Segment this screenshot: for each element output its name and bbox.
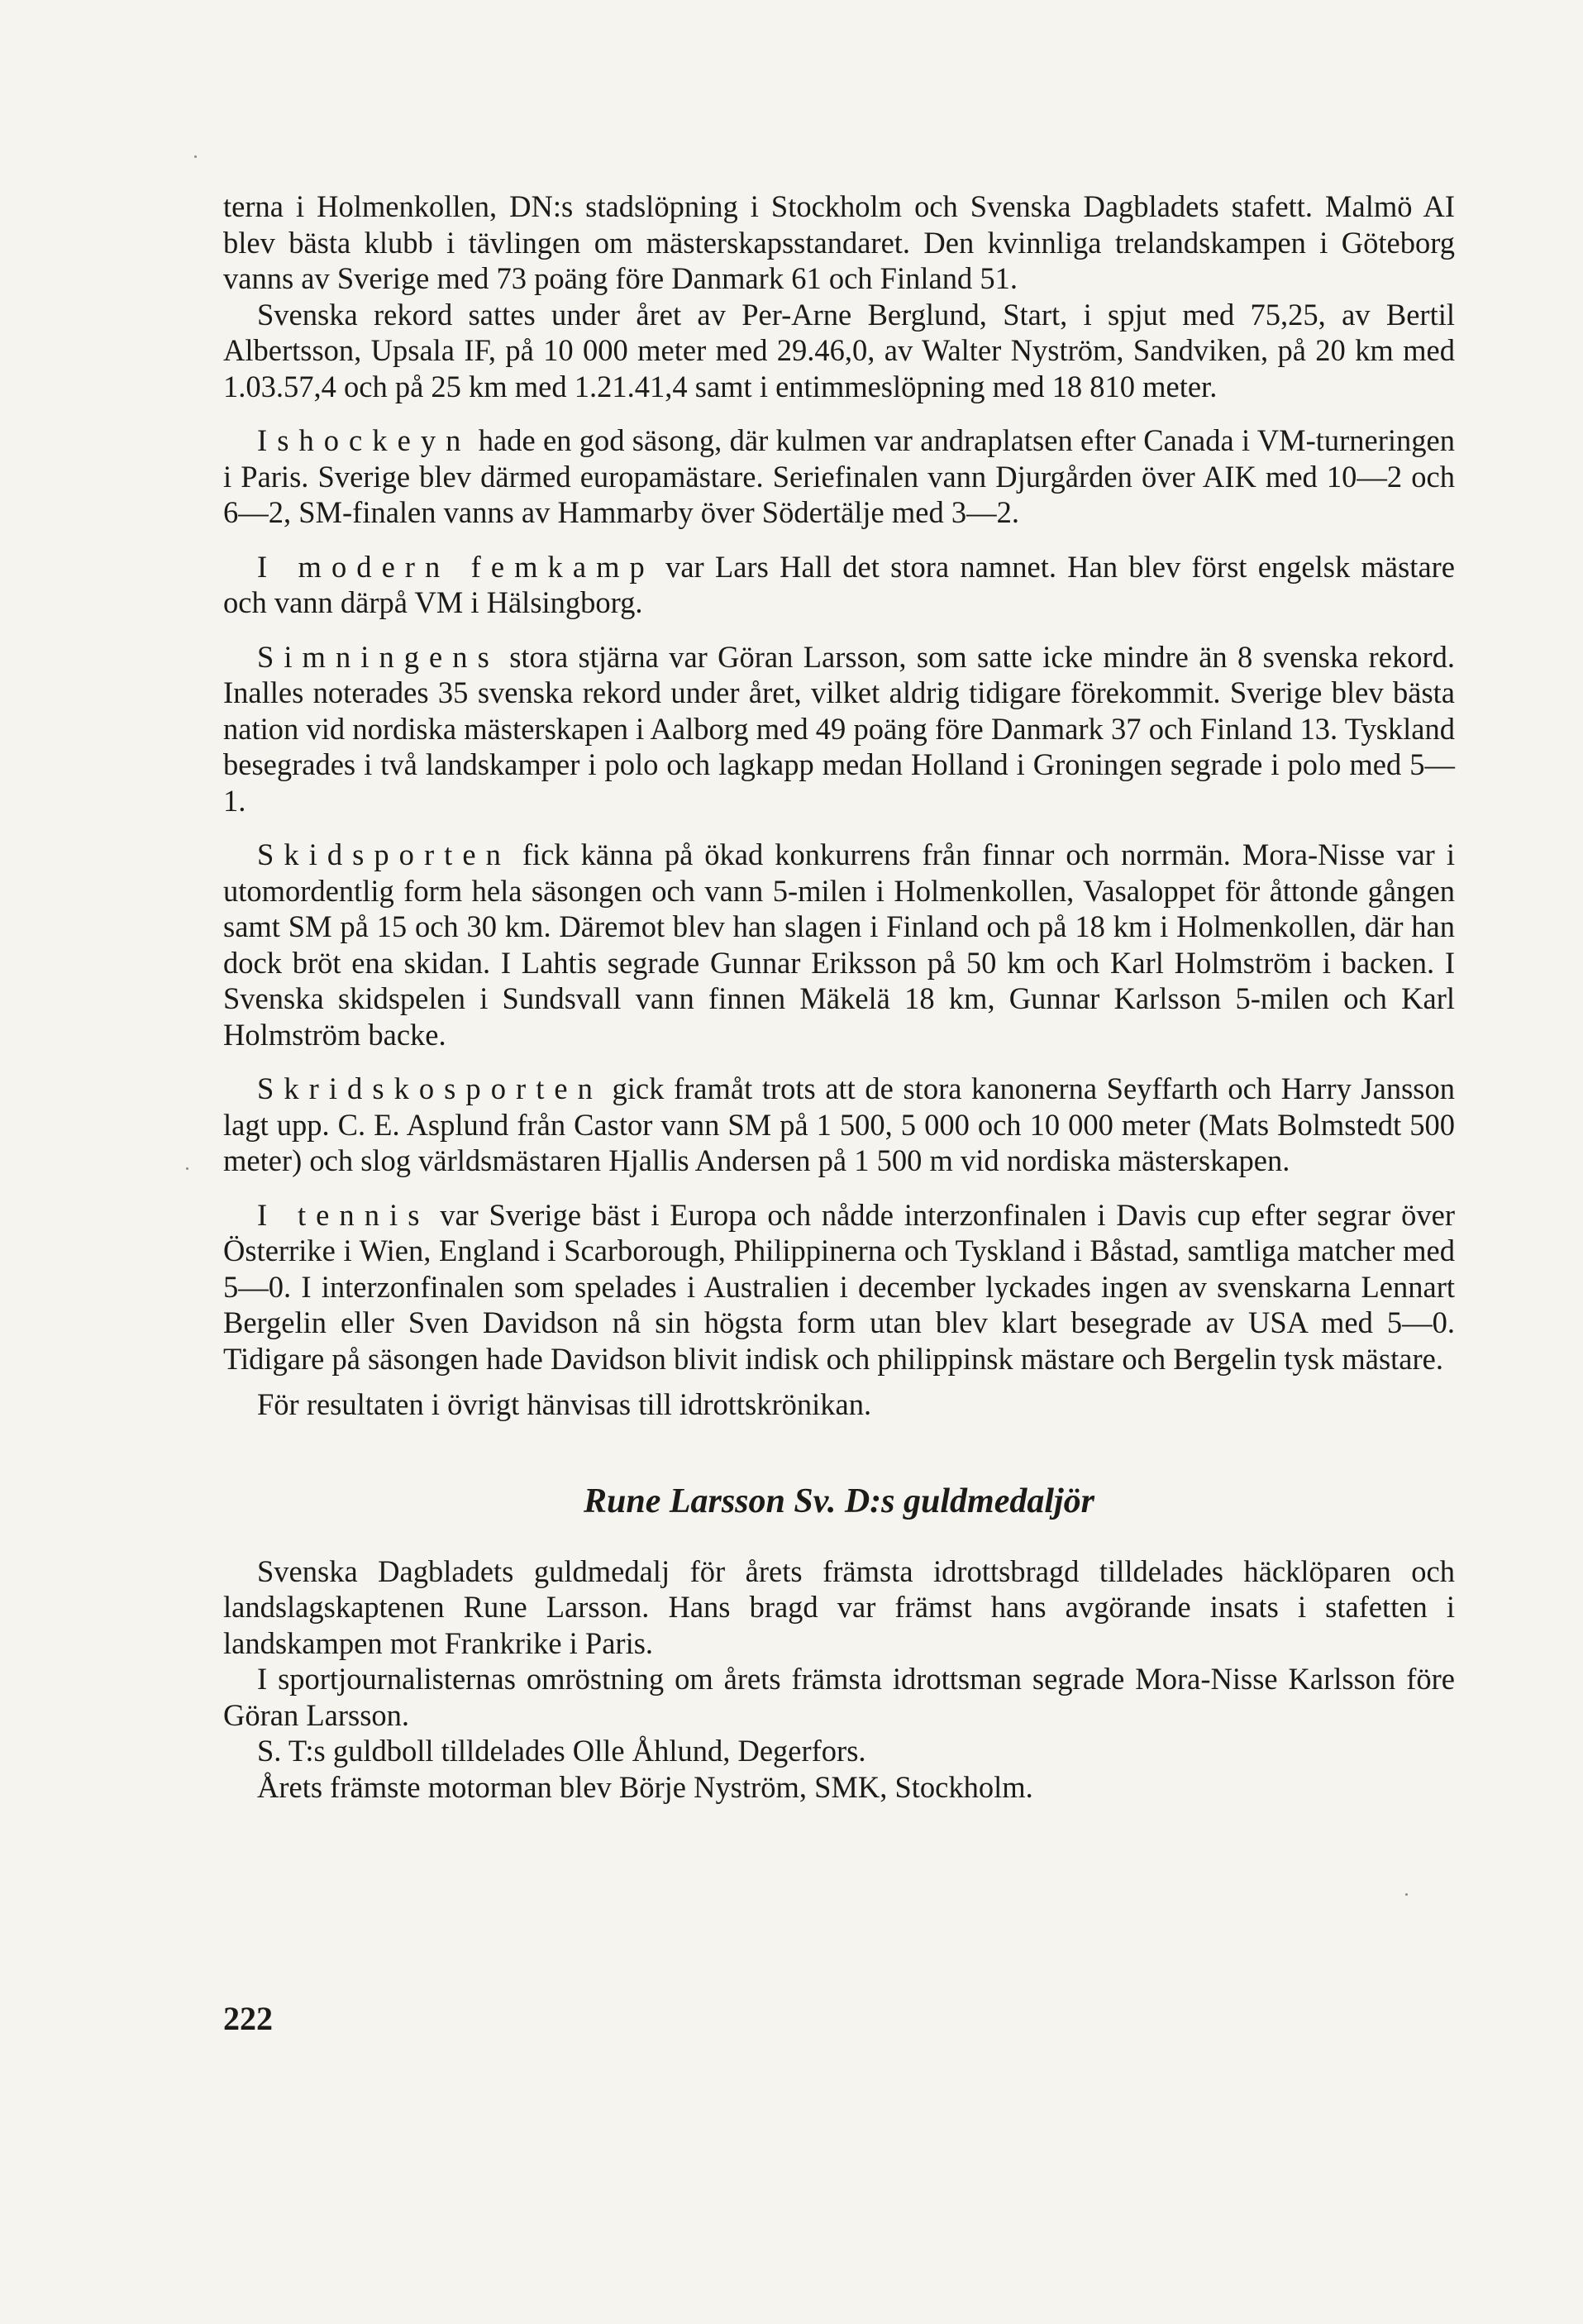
paragraph-text: I sportjournalisternas omröstning om årets främsta idrottsman segrade Mora-Nisse Karlsson före Göran Larsson. bbox=[223, 1662, 1455, 1732]
paragraph-text: För resultaten i övrigt hänvisas till idrottskrönikan. bbox=[257, 1387, 872, 1421]
paragraph-text: Årets främste motorman blev Börje Nyström, SMK, Stockholm. bbox=[257, 1769, 1033, 1804]
sport-keyword: I tennis bbox=[257, 1197, 430, 1232]
paragraph-text: fick känna på ökad konkurrens från finnar och norrmän. Mora-Nisse var i utomordentlig form hela säsongen och vann 5-milen i Holmenkollen, Vasaloppet för åttonde gången samt SM på 15 och 30 km. Däremot blev han slagen i Finland och på 18 km i Holmenkollen, där han dock bröt ena skidan. I Lahtis segrade Gunnar Eriksson på 50 km och Karl Holmström i backen. I Svenska skidspelen i Sundsvall vann finnen Mäkelä 18 km, Gunnar Karlsson 5-milen och Karl Holmström backe. bbox=[223, 837, 1455, 1052]
paper-speck bbox=[194, 155, 197, 158]
paragraph-results-reference bbox=[223, 1386, 1455, 1423]
sport-keyword: Skridskosporten bbox=[257, 1071, 603, 1105]
paragraph-text: Svenska rekord sattes under året av Per-Arne Berglund, Start, i spjut med 75,25, av Bertil Albertsson, Upsala IF, på 10 000 meter med 29.46,0, av Walter Nyström, Sandviken, på 20 km med 1.03.57,4 och på 25 km med 1.21.41,4 samt i entimmeslöpning med 18 810 meter. bbox=[223, 297, 1455, 403]
paragraph-ice-hockey bbox=[223, 422, 1455, 531]
sport-keyword: Skidsporten bbox=[257, 837, 511, 871]
paragraph-tennis bbox=[223, 1197, 1455, 1377]
sport-keyword: Ishockeyn bbox=[257, 423, 471, 457]
paragraph-text: stora stjärna var Göran Larsson, som satte icke mindre än 8 svenska rekord. Inalles noterades 35 svenska rekord under året, vilket aldrig tidigare förekommit. Sverige blev bästa nation vid nordiska mästerskapen i Aalborg med 49 poäng före Danmark 37 och Finland 13. Tyskland besegrades i två landskamper i polo och lagkapp medan Holland i Groningen segrade i polo med 5—1. bbox=[223, 639, 1455, 818]
sport-keyword: Simningens bbox=[257, 639, 499, 674]
paragraph-motorman bbox=[223, 1769, 1455, 1806]
paragraph-swimming bbox=[223, 639, 1455, 819]
page-number: 222 bbox=[223, 2000, 273, 2037]
article-body bbox=[223, 188, 1455, 1805]
sport-keyword: I modern femkamp bbox=[257, 549, 655, 584]
paper-speck bbox=[1405, 1893, 1408, 1896]
paragraph-golden-ball bbox=[223, 1733, 1455, 1769]
paragraph-text: var Sverige bäst i Europa och nådde interzonfinalen i Davis cup efter segrar över Österrike i Wien, England i Scarborough, Philippinerna och Tyskland i Båstad, samtliga matcher med 5—0. I interzonfinalen som spelades i Australien i december lyckades ingen av svenskarna Lennart Bergelin eller Sven Davidson nå sin högsta form utan blev klart besegrade av USA med 5—0. Tidigare på säsongen hade Davidson blivit indisk och philippinsk mästare och Bergelin tysk mästare. bbox=[223, 1197, 1455, 1376]
paragraph-swedish-records bbox=[223, 297, 1455, 405]
paragraph-speed-skating bbox=[223, 1071, 1455, 1179]
paragraph-modern-pentathlon bbox=[223, 549, 1455, 621]
paragraph-athletics-continued bbox=[223, 188, 1455, 297]
paragraph-text: Svenska Dagbladets guldmedalj för årets främsta idrottsbragd tilldelades häcklöparen och landslagskaptenen Rune Larsson. Hans bragd var främst hans avgörande insats i stafetten i landskampen mot Frankrike i Paris. bbox=[223, 1553, 1455, 1660]
paragraph-text: hade en god säsong, där kulmen var andraplatsen efter Canada i VM-turneringen i Paris. Sverige blev därmed europamästare. Seriefinalen vann Djurgården över AIK med 10—2 och 6—2, SM-finalen vanns av Hammarby över Södertälje med 3—2. bbox=[223, 423, 1455, 529]
paragraph-text: S. T:s guldboll tilldelades Olle Åhlund, Degerfors. bbox=[257, 1734, 866, 1768]
paragraph-text: var Lars Hall det stora namnet. Han blev först engelsk mästare och vann därpå VM i Hälsingborg. bbox=[223, 549, 1455, 619]
paragraph-sportsman-vote bbox=[223, 1661, 1455, 1733]
paragraph-text: gick framåt trots att de stora kanonerna Seyffarth och Harry Jansson lagt upp. C. E. Asplund från Castor vann SM på 1 500, 5 000 och 10 000 meter (Mats Bolmstedt 500 meter) och slog världsmästaren Hjallis Andersen på 1 500 m vid nordiska mästerskapen. bbox=[223, 1071, 1455, 1177]
paragraph-gold-medal bbox=[223, 1553, 1455, 1662]
paper-speck bbox=[186, 1167, 188, 1170]
section-heading: Rune Larsson Sv. D:s guldmedaljör bbox=[583, 1482, 1095, 1520]
paragraph-text: terna i Holmenkollen, DN:s stadslöpning i Stockholm och Svenska Dagbladets stafett. Malmö AI blev bästa klubb i tävlingen om mästerskapsstandaret. Den kvinnliga trelandskampen i Göteborg vanns av Sverige med 73 poäng före Danmark 61 och Finland 51. bbox=[223, 189, 1455, 295]
paragraph-skiing bbox=[223, 837, 1455, 1052]
